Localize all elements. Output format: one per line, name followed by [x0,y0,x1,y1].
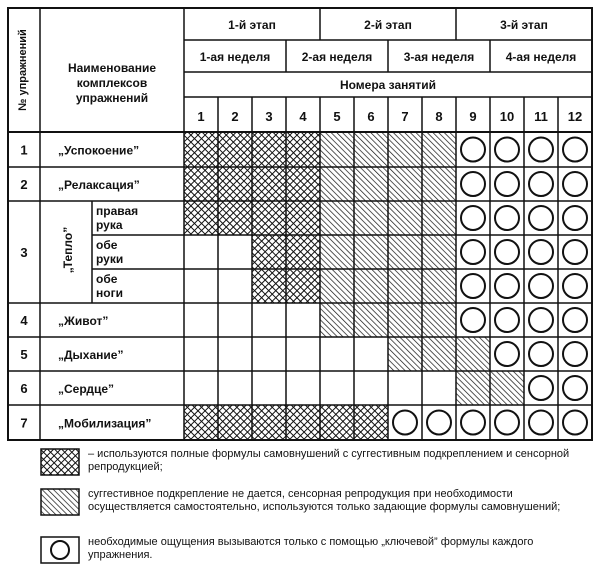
cell-full-formula [184,132,218,167]
name-column-header-line: Наименование [67,61,157,75]
cell-key-formula [495,274,519,298]
session-number: 1 [197,109,205,124]
exercise-number: 2 [20,177,28,192]
cell-partial-formula [354,132,388,167]
cell-full-formula [354,405,388,440]
cell-partial-formula [388,132,422,167]
cell-key-formula [495,206,519,230]
session-number: 8 [435,109,443,124]
exercise-number: 4 [20,313,28,328]
cell-key-formula [495,138,519,162]
cell-full-formula [252,269,286,303]
cell-key-formula [563,240,587,264]
session-number: 3 [265,109,273,124]
session-number: 5 [333,109,341,124]
cell-full-formula [184,167,218,201]
cell-full-formula [218,132,252,167]
cell-partial-formula [388,167,422,201]
exercise-name: „Дыхание” [58,348,124,362]
cell-key-formula [563,342,587,366]
cell-partial-formula [354,167,388,201]
cell-key-formula [529,411,553,435]
exercise-number: 6 [20,381,28,396]
cell-key-formula [461,240,485,264]
exercise-sub-name: обе [96,238,118,252]
exercise-sub-name: правая [96,204,139,218]
week-header: 3-ая неделя [403,50,475,64]
cell-full-formula [320,405,354,440]
legend-text: суггестивное подкрепление не дается, сенсорная репродукция при необходимости осуществляется самостоятельно, используются только задающие формулы самовнушений; [88,488,561,513]
week-header: 4-ая неделя [505,50,577,64]
cell-key-formula [461,274,485,298]
cell-key-formula [563,308,587,332]
cell-key-formula [529,240,553,264]
cell-partial-formula [320,303,354,337]
cell-key-formula [563,411,587,435]
session-number: 6 [367,109,375,124]
cell-full-formula [286,201,320,235]
cell-key-formula [495,172,519,196]
exercise-sub-name: руки [96,252,124,266]
cell-full-formula [252,167,286,201]
cell-partial-formula [320,201,354,235]
week-header: 2-ая неделя [301,50,373,64]
crosshatch-swatch-icon [40,448,80,476]
cell-partial-formula [354,303,388,337]
cell-partial-formula [456,371,490,405]
cell-key-formula [529,172,553,196]
exercise-name: „Живот” [58,314,109,328]
cell-key-formula [461,138,485,162]
cell-key-formula [529,308,553,332]
week-header: 1-ая неделя [199,50,271,64]
cell-key-formula [461,308,485,332]
cell-key-formula [495,411,519,435]
cell-partial-formula [320,167,354,201]
exercise-name: „Релаксация” [58,178,140,192]
cell-partial-formula [422,167,456,201]
cell-partial-formula [354,269,388,303]
hatch-swatch-icon [40,488,80,516]
stage-header: 2-й этап [364,18,412,32]
cell-partial-formula [422,235,456,269]
cell-key-formula [495,308,519,332]
cell-full-formula [286,405,320,440]
session-number: 10 [499,109,515,124]
exercise-number: 1 [20,142,28,158]
cell-key-formula [529,342,553,366]
cell-key-formula [529,376,553,400]
cell-key-formula [495,342,519,366]
cell-full-formula [218,201,252,235]
session-number: 11 [534,109,548,124]
cell-partial-formula [388,269,422,303]
exercise-name: „Сердце” [58,382,115,396]
cell-partial-formula [422,132,456,167]
cell-key-formula [563,138,587,162]
cell-full-formula [218,167,252,201]
cell-partial-formula [320,269,354,303]
cell-key-formula [393,411,417,435]
cell-partial-formula [354,235,388,269]
cell-partial-formula [422,201,456,235]
cell-full-formula [286,167,320,201]
cell-key-formula [461,172,485,196]
exercise-number: 5 [20,347,28,362]
cell-key-formula [495,240,519,264]
cell-partial-formula [422,303,456,337]
cell-partial-formula [320,132,354,167]
name-column-header-line: упражнений [75,91,149,105]
session-number: 2 [231,109,239,124]
cell-full-formula [218,405,252,440]
cell-full-formula [252,405,286,440]
cell-full-formula [286,235,320,269]
cell-key-formula [529,274,553,298]
cell-key-formula [563,376,587,400]
circle-swatch-icon [40,536,80,564]
session-number: 9 [469,109,477,124]
cell-full-formula [184,201,218,235]
cell-key-formula [461,206,485,230]
cell-key-formula [563,274,587,298]
session-number: 7 [401,109,409,124]
num-column-header: № упражнений [17,29,29,111]
stage-header: 1-й этап [228,18,276,32]
cell-partial-formula [422,269,456,303]
cell-key-formula [529,138,553,162]
cell-full-formula [286,269,320,303]
session-number: 4 [299,109,307,124]
cell-partial-formula [456,337,490,371]
cell-partial-formula [422,337,456,371]
exercise-sub-name: рука [96,218,123,232]
cell-full-formula [286,132,320,167]
cell-key-formula [563,206,587,230]
name-column-header-line: комплексов [76,76,148,90]
sessions-header: Номера занятий [339,78,437,92]
cell-key-formula [427,411,451,435]
cell-full-formula [252,201,286,235]
cell-partial-formula [320,235,354,269]
cell-full-formula [184,405,218,440]
cell-partial-formula [388,303,422,337]
exercise-name: „Тепло” [61,226,75,274]
exercise-name: „Мобилизация” [58,416,152,431]
exercise-sub-name: ноги [96,286,123,300]
exercise-number: 3 [20,245,28,260]
cell-full-formula [252,132,286,167]
cell-full-formula [252,235,286,269]
legend-text: необходимые ощущения вызываются только с помощью „ключевой” формулы каждого упражнения. [88,536,534,561]
cell-partial-formula [354,201,388,235]
cell-key-formula [461,411,485,435]
exercise-name: „Успокоение” [58,143,140,158]
cell-partial-formula [388,201,422,235]
cell-partial-formula [490,371,524,405]
cell-partial-formula [388,337,422,371]
session-number: 12 [567,109,583,124]
exercise-number: 7 [20,415,28,431]
cell-key-formula [563,172,587,196]
stage-header: 3-й этап [500,18,548,32]
cell-partial-formula [388,235,422,269]
cell-key-formula [529,206,553,230]
exercise-sub-name: обе [96,272,118,286]
legend-text: – используются полные формулы самовнушений с суггестивным подкреплением и сенсорной репродукцией; [88,448,570,473]
